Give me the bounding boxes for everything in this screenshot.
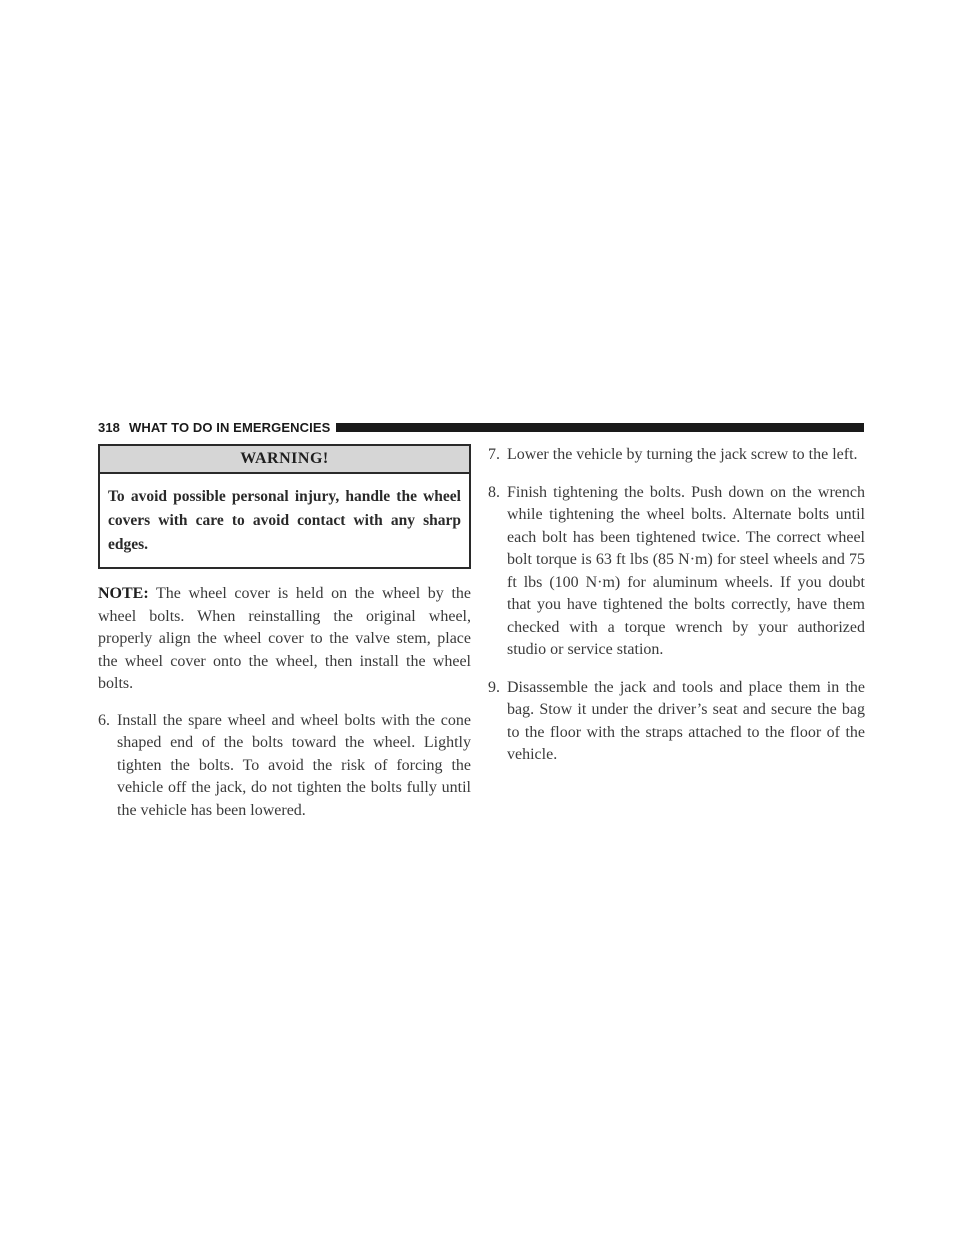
step-text: Install the spare wheel and wheel bolts with the cone shaped end of the bolts toward the wheel. Lightly tighten the bolts. To avoid the risk of forcing the vehicle off the jack, do not tighten the bolts fully until the vehicle has been lowered. (117, 711, 471, 819)
step-text: Lower the vehicle by turning the jack screw to the left. (507, 446, 858, 463)
warning-box (98, 444, 471, 569)
step-number: 7. (488, 446, 500, 463)
step-9 (488, 677, 865, 767)
note-label: NOTE: (98, 585, 149, 602)
warning-title: WARNING! (100, 446, 469, 474)
page-number: 318 (98, 419, 120, 435)
warning-text: To avoid possible personal injury, handle the wheel covers with care to avoid contact with any sharp edges. (108, 488, 461, 553)
step-text: Finish tightening the bolts. Push down on the wrench while tightening the wheel bolts. Alternate bolts until each bolt has been tightened twice. The correct wheel bolt torque is 63 ft lbs (85 N·m) for steel wheels and 75 ft lbs (100 N·m) for aluminum wheels. If you doubt that you have tightened the bolts correctly, have them checked with a torque wrench by your authorized studio or service station. (507, 483, 865, 658)
step-6 (98, 710, 471, 823)
right-column (488, 444, 865, 767)
page-header (98, 418, 864, 436)
header-rule (336, 423, 864, 432)
step-7 (488, 444, 865, 467)
step-8 (488, 482, 865, 662)
step-number: 6. (98, 711, 110, 729)
step-text: Disassemble the jack and tools and place them in the bag. Stow it under the driver’s seat and secure the bag to the floor with the straps attached to the floor of the vehicle. (507, 678, 865, 763)
section-title: WHAT TO DO IN EMERGENCIES (129, 419, 331, 435)
left-column (98, 444, 471, 822)
step-number: 9. (488, 678, 500, 696)
note-text: The wheel cover is held on the wheel by the wheel bolts. When reinstalling the original wheel, properly align the wheel cover to the valve stem, place the wheel cover onto the wheel, then install the wheel bolts. (98, 585, 471, 692)
step-number: 8. (488, 483, 500, 501)
note-paragraph (98, 583, 471, 696)
